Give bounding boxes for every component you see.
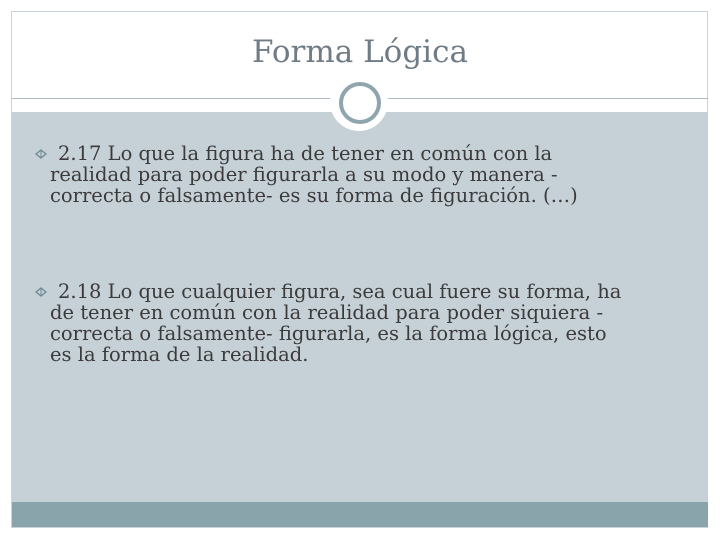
bullet-line: realidad para poder figurarla a su modo y manera - <box>50 163 558 186</box>
bullet-line: de tener en común con la realidad para poder siquiera - <box>50 301 604 324</box>
ornament-bullet-icon <box>35 287 47 297</box>
bullet-line: correcta o falsamente- figurarla, es la forma lógica, esto <box>50 322 607 345</box>
bullet-line: correcta o falsamente- es su forma de figuración. (…) <box>50 184 578 207</box>
bullet-line: 2.18 Lo que cualquier figura, sea cual fuere su forma, ha <box>58 280 622 303</box>
ornament-bullet-icon <box>35 149 47 159</box>
footer-bar <box>12 502 708 527</box>
bullet-item <box>38 281 678 365</box>
circle-ornament-icon <box>339 82 381 124</box>
bullet-item <box>38 143 678 206</box>
bullet-line: es la forma de la realidad. <box>50 343 309 366</box>
bullet-line: 2.17 Lo que la figura ha de tener en común con la <box>58 142 553 165</box>
slide-title: Forma Lógica <box>252 34 468 70</box>
